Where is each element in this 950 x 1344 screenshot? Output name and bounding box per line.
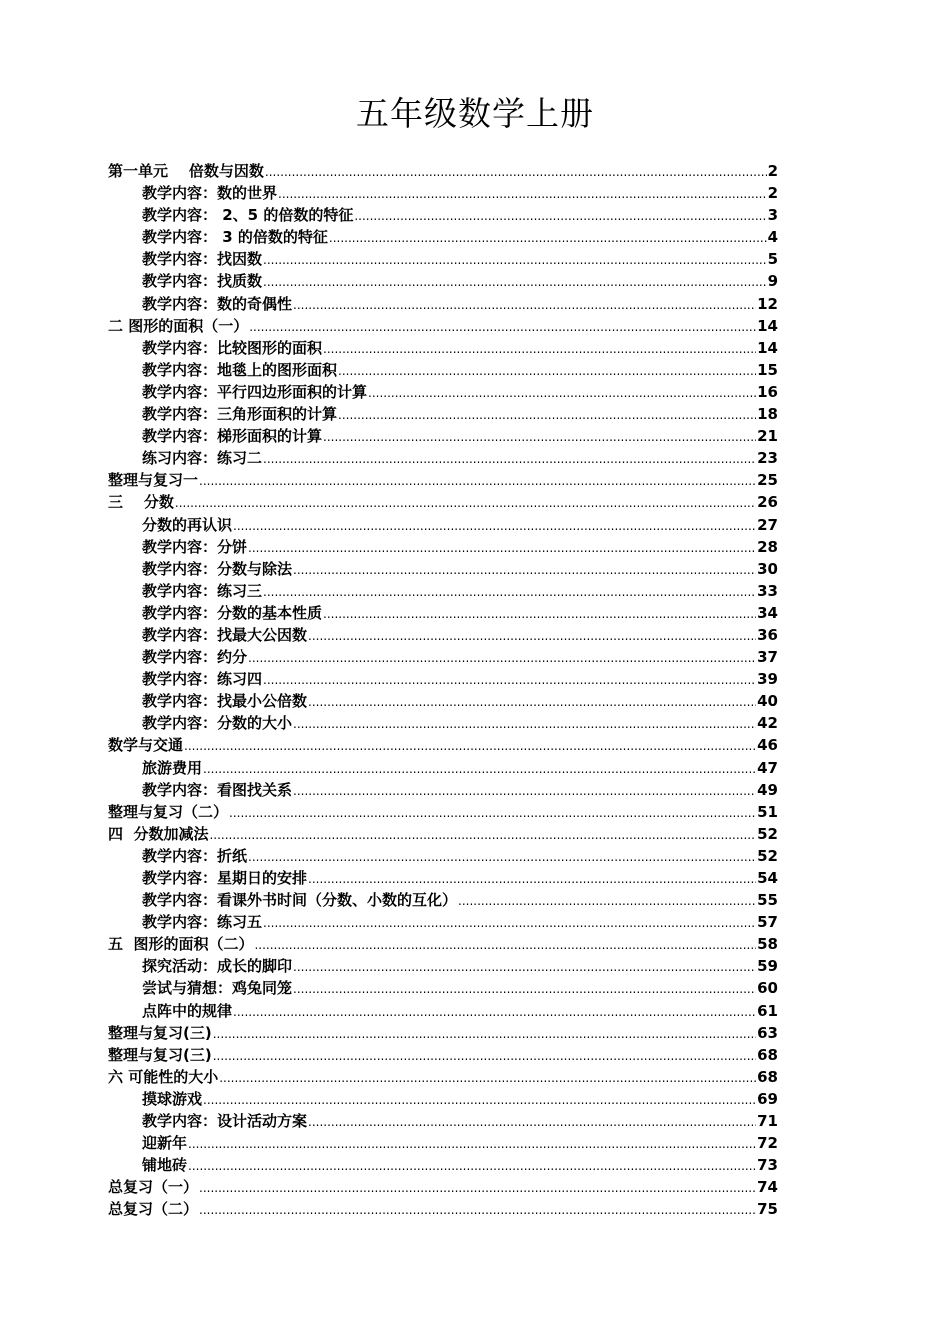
- toc-entry-label: 教学内容：练习五: [142, 913, 263, 932]
- toc-subentry[interactable]: [108, 226, 778, 248]
- toc-entry[interactable]: [108, 315, 778, 337]
- toc-leader-dots: [308, 1110, 756, 1133]
- toc-subentry[interactable]: [108, 270, 778, 292]
- toc-entry[interactable]: [108, 933, 778, 955]
- toc-entry-label: 教学内容：练习三: [142, 581, 263, 600]
- toc-leader-dots: [213, 1022, 756, 1045]
- toc-subentry[interactable]: [108, 624, 778, 646]
- toc-leader-dots: [263, 580, 756, 603]
- toc-entry[interactable]: [108, 1176, 778, 1198]
- toc-entry[interactable]: [108, 469, 778, 491]
- toc-page-number: 49: [757, 780, 778, 799]
- toc-page-number: 42: [757, 714, 778, 733]
- toc-subentry[interactable]: [108, 359, 778, 381]
- toc-page-number: 28: [757, 537, 778, 556]
- toc-leader-dots: [354, 204, 766, 227]
- toc-page-number: 69: [757, 1089, 778, 1108]
- toc-leader-dots: [184, 734, 756, 757]
- toc-page-number: 71: [757, 1112, 778, 1131]
- toc-page-number: 55: [757, 891, 778, 910]
- toc-entry-label: 教学内容：分数的大小: [142, 714, 293, 733]
- toc-leader-dots: [248, 646, 756, 669]
- toc-entry-label: 教学内容：找因数: [142, 250, 263, 269]
- toc-entry[interactable]: [108, 801, 778, 823]
- toc-page-number: 40: [757, 692, 778, 711]
- toc-subentry[interactable]: [108, 558, 778, 580]
- toc-page-number: 25: [757, 471, 778, 490]
- toc-page-number: 59: [757, 957, 778, 976]
- toc-entry-label: 六 可能性的大小: [108, 1067, 219, 1086]
- toc-leader-dots: [263, 447, 756, 470]
- toc-entry-label: 教学内容： 2、5 的倍数的特征: [142, 206, 354, 225]
- toc-page-number: 21: [757, 427, 778, 446]
- toc-page-number: 52: [757, 846, 778, 865]
- toc-subentry[interactable]: [108, 1110, 778, 1132]
- toc-entry-label: 总复习（二）: [108, 1200, 199, 1219]
- toc-page-number: 27: [757, 515, 778, 534]
- toc-page-number: 61: [757, 1001, 778, 1020]
- toc-subentry[interactable]: [108, 977, 778, 999]
- toc-subentry[interactable]: [108, 514, 778, 536]
- toc-leader-dots: [254, 933, 756, 956]
- toc-entry-label: 教学内容：梯形面积的计算: [142, 427, 323, 446]
- toc-entry-label: 教学内容：约分: [142, 648, 248, 667]
- toc-entry-label: 五 图形的面积（二）: [108, 935, 254, 954]
- toc-entry-label: 摸球游戏: [142, 1089, 203, 1108]
- toc-leader-dots: [209, 823, 756, 846]
- toc-page-number: 72: [757, 1134, 778, 1153]
- toc-leader-dots: [248, 845, 756, 868]
- toc-leader-dots: [458, 889, 756, 912]
- toc-leader-dots: [219, 1066, 756, 1089]
- toc-page-number: 15: [757, 360, 778, 379]
- toc-page-number: 14: [757, 338, 778, 357]
- toc-subentry[interactable]: [108, 425, 778, 447]
- toc-subentry[interactable]: [108, 248, 778, 270]
- toc-entry[interactable]: [108, 1066, 778, 1088]
- toc-page-number: 34: [757, 603, 778, 622]
- toc-entry[interactable]: [108, 1198, 778, 1220]
- toc-leader-dots: [199, 469, 756, 492]
- toc-entry-label: 尝试与猜想：鸡兔同笼: [142, 979, 293, 998]
- toc-subentry[interactable]: [108, 1132, 778, 1154]
- toc-subentry[interactable]: [108, 955, 778, 977]
- toc-entry[interactable]: [108, 491, 778, 513]
- toc-leader-dots: [368, 381, 756, 404]
- toc-subentry[interactable]: [108, 204, 778, 226]
- toc-page-number: 73: [757, 1156, 778, 1175]
- toc-leader-dots: [293, 558, 756, 581]
- toc-subentry[interactable]: [108, 182, 778, 204]
- toc-entry-label: 练习内容：练习二: [142, 449, 263, 468]
- toc-leader-dots: [293, 977, 756, 1000]
- toc-entry-label: 总复习（一）: [108, 1178, 199, 1197]
- toc-leader-dots: [263, 911, 756, 934]
- toc-subentry[interactable]: [108, 757, 778, 779]
- toc-leader-dots: [323, 425, 756, 448]
- toc-leader-dots: [233, 514, 756, 537]
- page-title: 五年级数学上册: [356, 94, 594, 133]
- toc-subentry[interactable]: [108, 337, 778, 359]
- toc-leader-dots: [338, 403, 756, 426]
- toc-page-number: 16: [757, 382, 778, 401]
- toc-leader-dots: [248, 536, 756, 559]
- toc-leader-dots: [293, 293, 756, 316]
- toc-leader-dots: [329, 226, 767, 249]
- toc-leader-dots: [229, 801, 756, 824]
- toc-leader-dots: [199, 1176, 756, 1199]
- toc-entry-label: 教学内容：数的世界: [142, 184, 278, 203]
- toc-entry-label: 整理与复习（二）: [108, 802, 229, 821]
- toc-entry-label: 教学内容：分饼: [142, 537, 248, 556]
- toc-page-number: 3: [767, 206, 778, 225]
- toc-subentry[interactable]: [108, 580, 778, 602]
- toc-entry-label: 教学内容：找质数: [142, 272, 263, 291]
- toc-entry-label: 四 分数加减法: [108, 824, 209, 843]
- toc-leader-dots: [323, 337, 756, 360]
- toc-page-number: 54: [757, 869, 778, 887]
- toc-entry-label: 旅游费用: [142, 758, 203, 777]
- toc-page-number: 26: [757, 493, 778, 512]
- toc-subentry[interactable]: [108, 447, 778, 469]
- toc-page-number: 47: [757, 758, 778, 777]
- toc-entry[interactable]: [108, 823, 778, 845]
- toc-page-number: 74: [757, 1178, 778, 1197]
- toc-subentry[interactable]: [108, 911, 778, 933]
- toc-page-number: 60: [757, 979, 778, 998]
- toc-entry-label: 教学内容：看图找关系: [142, 780, 293, 799]
- toc-entry-label: 数学与交通: [108, 736, 184, 755]
- toc-entry-label: 教学内容：设计活动方案: [142, 1112, 308, 1131]
- toc-subentry[interactable]: [108, 889, 778, 911]
- toc-entry-label: 教学内容：数的奇偶性: [142, 294, 293, 313]
- toc-leader-dots: [203, 757, 756, 780]
- toc-subentry[interactable]: [108, 1154, 778, 1176]
- toc-entry-label: 铺地砖: [142, 1156, 188, 1175]
- toc-entry-label: 教学内容：比较图形的面积: [142, 338, 323, 357]
- toc-subentry[interactable]: [108, 1000, 778, 1022]
- toc-leader-dots: [263, 668, 756, 691]
- toc-page-number: 46: [757, 736, 778, 755]
- toc-subentry[interactable]: [108, 690, 778, 712]
- toc-leader-dots: [263, 248, 767, 271]
- toc-leader-dots: [203, 1088, 756, 1111]
- toc-entry-label: 探究活动：成长的脚印: [142, 957, 293, 976]
- toc-page-number: 2: [767, 162, 778, 180]
- toc-entry-label: 整理与复习(三): [108, 1023, 212, 1042]
- toc-entry-label: 点阵中的规律: [142, 1001, 233, 1020]
- toc-page-number: 52: [757, 824, 778, 843]
- toc-leader-dots: [293, 779, 756, 802]
- toc-page-number: 23: [757, 449, 778, 468]
- toc-page-number: 36: [757, 625, 778, 644]
- toc-subentry[interactable]: [108, 293, 778, 315]
- toc-page-number: 9: [767, 272, 778, 291]
- toc-subentry[interactable]: [108, 536, 778, 558]
- toc-entry[interactable]: [108, 1044, 778, 1066]
- toc-entry-label: 整理与复习一: [108, 471, 199, 490]
- toc-entry-label: 教学内容：分数与除法: [142, 559, 293, 578]
- toc-leader-dots: [293, 712, 756, 735]
- toc-page-number: 37: [757, 648, 778, 667]
- toc-subentry[interactable]: [108, 646, 778, 668]
- toc-entry-label: 教学内容：找最小公倍数: [142, 692, 308, 711]
- table-of-contents: [108, 160, 778, 1221]
- toc-leader-dots: [233, 1000, 756, 1023]
- toc-entry-label: 教学内容：练习四: [142, 670, 263, 689]
- toc-page-number: 33: [757, 581, 778, 600]
- toc-leader-dots: [308, 624, 756, 647]
- toc-leader-dots: [213, 1044, 756, 1067]
- toc-page-number: 5: [767, 250, 778, 269]
- toc-subentry[interactable]: [108, 779, 778, 801]
- toc-entry-label: 教学内容：折纸: [142, 846, 248, 865]
- toc-entry-label: 教学内容：看课外书时间（分数、小数的互化）: [142, 891, 458, 910]
- toc-subentry[interactable]: [108, 668, 778, 690]
- toc-entry-label: 教学内容：三角形面积的计算: [142, 405, 338, 424]
- toc-entry[interactable]: [108, 1022, 778, 1044]
- toc-page-number: 51: [757, 802, 778, 821]
- toc-entry-label: 教学内容：平行四边形面积的计算: [142, 382, 368, 401]
- toc-leader-dots: [263, 270, 767, 293]
- toc-page-number: 58: [757, 935, 778, 954]
- toc-entry-label: 教学内容： 3 的倍数的特征: [142, 228, 328, 247]
- toc-page-number: 57: [757, 913, 778, 932]
- toc-subentry[interactable]: [108, 602, 778, 624]
- toc-page-number: 68: [757, 1045, 778, 1064]
- toc-page-number: 4: [767, 228, 778, 247]
- toc-entry-label: 分数的再认识: [142, 515, 233, 534]
- toc-entry[interactable]: [108, 734, 778, 756]
- toc-leader-dots: [188, 1154, 756, 1177]
- toc-subentry[interactable]: [108, 403, 778, 425]
- toc-entry-label: 迎新年: [142, 1134, 188, 1153]
- toc-leader-dots: [278, 182, 767, 205]
- toc-page-number: 14: [757, 316, 778, 335]
- toc-leader-dots: [265, 160, 767, 183]
- toc-page-number: 68: [757, 1067, 778, 1086]
- toc-entry-label: 教学内容：分数的基本性质: [142, 603, 323, 622]
- toc-leader-dots: [249, 315, 756, 338]
- toc-entry[interactable]: [108, 160, 778, 182]
- toc-entry-label: 第一单元 倍数与因数: [108, 162, 264, 180]
- toc-entry-label: 教学内容：地毯上的图形面积: [142, 360, 338, 379]
- toc-leader-dots: [308, 867, 756, 890]
- toc-entry-label: 三 分数: [108, 493, 174, 512]
- toc-leader-dots: [175, 491, 756, 514]
- toc-entry-label: 教学内容：星期日的安排: [142, 869, 308, 887]
- toc-entry-label: 教学内容：找最大公因数: [142, 625, 308, 644]
- toc-leader-dots: [293, 955, 756, 978]
- toc-page-number: 12: [757, 294, 778, 313]
- toc-leader-dots: [188, 1132, 756, 1155]
- toc-subentry[interactable]: [108, 712, 778, 734]
- toc-page-number: 63: [757, 1023, 778, 1042]
- toc-page-number: 18: [757, 405, 778, 424]
- toc-subentry[interactable]: [108, 381, 778, 403]
- toc-leader-dots: [338, 359, 756, 382]
- toc-entry-label: 整理与复习(三): [108, 1045, 212, 1064]
- toc-page-number: 30: [757, 559, 778, 578]
- toc-leader-dots: [308, 690, 756, 713]
- toc-page-number: 2: [767, 184, 778, 203]
- toc-page-number: 75: [757, 1200, 778, 1219]
- toc-leader-dots: [323, 602, 756, 625]
- toc-entry-label: 二 图形的面积（一）: [108, 316, 249, 335]
- toc-page-number: 39: [757, 670, 778, 689]
- toc-subentry[interactable]: [108, 867, 778, 889]
- toc-leader-dots: [199, 1198, 756, 1221]
- toc-subentry[interactable]: [108, 845, 778, 867]
- toc-subentry[interactable]: [108, 1088, 778, 1110]
